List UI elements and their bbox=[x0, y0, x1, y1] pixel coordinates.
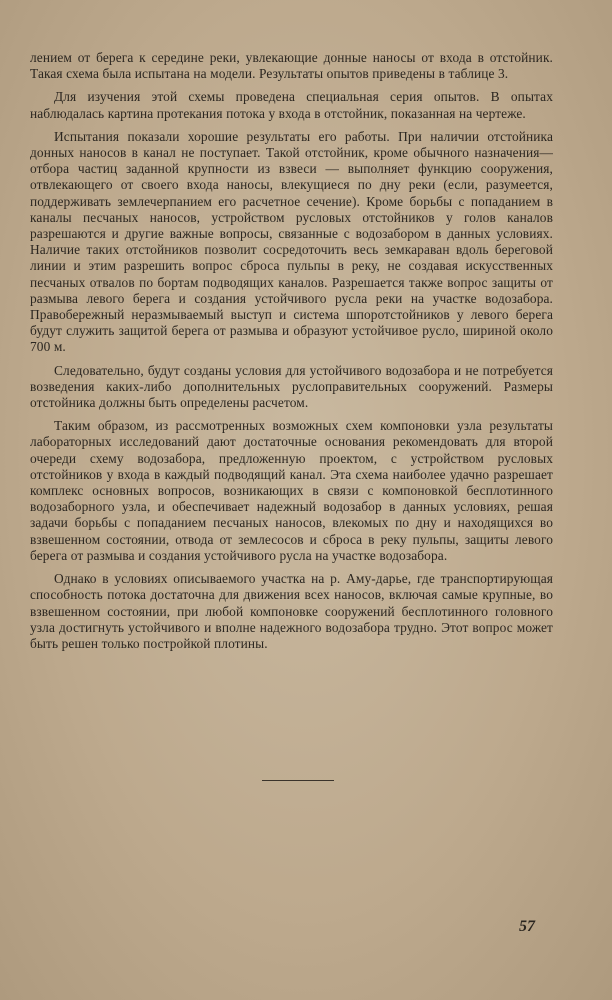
paragraph-2: Для изучения этой схемы проведена специальная серия опытов. В опытах наблюдалась картина протекания потока у входа в отстойник, показанная на чертеже. bbox=[30, 89, 553, 121]
body-text bbox=[30, 50, 553, 659]
paragraph-1: лением от берега к середине реки, увлекающие донные наносы от входа в отстойник. Такая схема была испытана на модели. Результаты опытов приведены в таблице 3. bbox=[30, 50, 553, 82]
page-number: 57 bbox=[519, 918, 535, 935]
section-divider bbox=[262, 780, 334, 781]
paragraph-3: Испытания показали хорошие результаты его работы. При наличии отстойника донных наносов в канал не поступает. Такой отстойник, кроме обычного назначения—отбора частиц заданной крупности из взвеси — выполняет функцию сооружения, отвлекающего от своего входа наносы, влекущиеся по дну реки (если, разумеется, поддерживать землечерпанием его расчетное сечение). Кроме борьбы с попаданием в каналы песчаных наносов, устройством русловых отстойников у голов каналов разрешаются и другие важные вопросы, связанные с водозабором в данных условиях. Наличие таких отстойников позволит сосредоточить весь земкараван вдоль береговой линии и этим разрешить вопрос сброса пульпы в реку, не создавая искусственных песчаных отвалов по бортам подводящих каналов. Разрешается также вопрос защиты от размыва левого берега и создания устойчивого русла реки на участке водозабора. Правобережный неразмываемый выступ и система шпоротстойников у левого берега будут служить защитой берега от размыва и образуют устойчивое русло, шириной около 700 м. bbox=[30, 128, 553, 355]
paragraph-4: Следовательно, будут созданы условия для устойчивого водозабора и не потребуется возведения каких-либо дополнительных руслоправительных сооружений. Размеры отстойника должны быть определены расчетом. bbox=[30, 362, 553, 411]
paragraph-6: Однако в условиях описываемого участка на р. Аму-дарье, где транспортирующая способность потока достаточна для движения всех наносов, включая самые крупные, во взвешенном состоянии, при любой компоновке сооружений бесплотинного головного узла достигнуть устойчивого и вполне надежного водозабора трудно. Этот вопрос может быть решен только постройкой плотины. bbox=[30, 571, 553, 651]
paragraph-5: Таким образом, из рассмотренных возможных схем компоновки узла результаты лабораторных исследований дают достаточные основания рекомендовать для второй очереди схему водозабора, предложенную проектом, с устройством русловых отстойников у входа в каждый подводящий канал. Эта схема наиболее удачно разрешает комплекс основных вопросов, возникающих в связи с компоновкой бесплотинного водозаборного узла, и обеспечивает надежный водозабор в данных условиях, решая задачи борьбы с попаданием песчаных наносов, влекомых по дну и находящихся во взвешенном состоянии, отвода от землесосов и сброса в реку пульпы, защиты левого берега от размыва и создания устойчивого русла на участке водозабора. bbox=[30, 418, 553, 563]
